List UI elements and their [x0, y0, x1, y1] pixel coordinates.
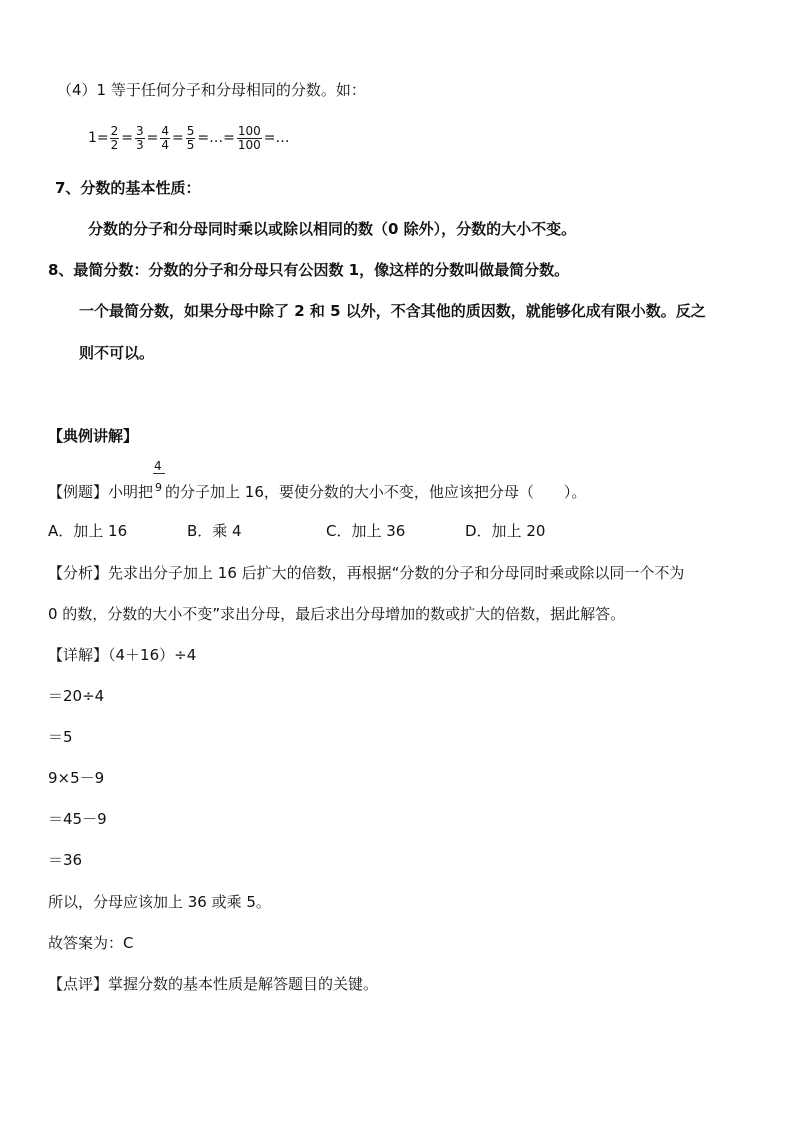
option-c[interactable]: C．加上 36	[326, 522, 406, 540]
detail-step-4: 9×5－9	[48, 769, 105, 787]
fraction-formula: 1= $\frac{2}{2}$ = $\frac{3}{3}$ = $\frac{4}{4}$ = $\frac{5}{5}$ =…= $\frac{100}{100}$ =…	[88, 123, 290, 152]
detail-step-6: ＝36	[48, 851, 83, 869]
detail-step-2: ＝20÷4	[48, 687, 105, 705]
formula-lead: 1=	[88, 130, 109, 146]
fraction-2-2: $\frac{2}{2}$	[110, 123, 119, 152]
example-question: 【例题】小明把 $\frac{4}{9}$ 的分子加上 16，要使分数的大小不变，他应该把分母（ ）。	[48, 459, 587, 501]
fraction-100-100: $\frac{100}{100}$	[237, 123, 261, 152]
comment: 【点评】掌握分数的基本性质是解答题目的关键。	[48, 975, 379, 993]
section-8-title: 8、最简分数：分数的分子和分母只有公因数 1，像这样的分数叫做最简分数。	[48, 261, 570, 279]
fraction-4-4: $\frac{4}{4}$	[161, 123, 170, 152]
analysis-line-1: 【分析】先求出分子加上 16 后扩大的倍数，再根据“分数的分子和分母同时乘或除以同一个不为	[48, 564, 685, 582]
fraction-5-5: $\frac{5}{5}$	[186, 123, 195, 152]
example-header: 【典例讲解】	[48, 427, 139, 445]
detail-step-1: 【详解】（4＋16）÷4	[48, 646, 197, 664]
option-b[interactable]: B．乘 4	[187, 522, 242, 540]
option-a[interactable]: A．加上 16	[48, 522, 128, 540]
answer-options	[48, 521, 608, 541]
conclusion: 所以，分母应该加上 36 或乘 5。	[48, 893, 271, 911]
section-7-title: 7、分数的基本性质：	[55, 179, 201, 197]
detail-step-5: ＝45－9	[48, 810, 107, 828]
section-7-body: 分数的分子和分母同时乘以或除以相同的数（0 除外），分数的大小不变。	[88, 220, 577, 238]
detail-step-3: ＝5	[48, 728, 73, 746]
option-d[interactable]: D．加上 20	[465, 522, 546, 540]
final-answer: 故答案为：C	[48, 934, 134, 952]
section-8-paragraph-2: 则不可以。	[79, 344, 155, 362]
fraction-3-3: $\frac{3}{3}$	[136, 123, 144, 152]
item-4-text: （4）1 等于任何分子和分母相同的分数。如：	[57, 81, 366, 99]
fraction-4-9: $\frac{4}{9}$	[153, 482, 165, 502]
analysis-line-2: 0 的数，分数的大小不变”求出分母，最后求出分母增加的数或扩大的倍数，据此解答。	[48, 605, 626, 623]
section-8-paragraph-1: 一个最简分数，如果分母中除了 2 和 5 以外，不含其他的质因数，就能够化成有限小数。反之	[79, 302, 706, 320]
